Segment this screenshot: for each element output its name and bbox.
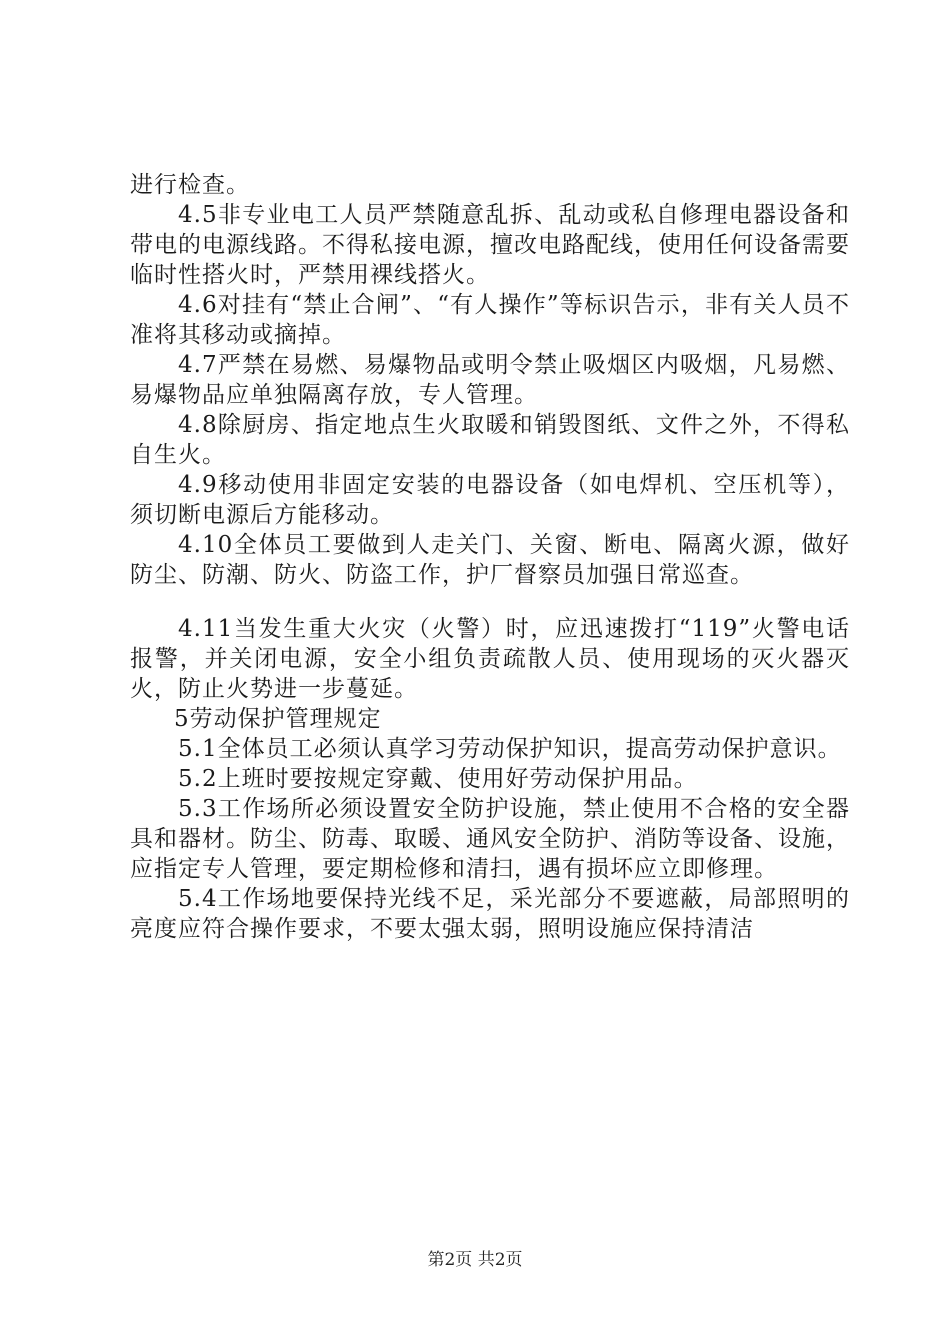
document-body: [130, 170, 850, 944]
paragraph-continuation: 进行检查。: [130, 172, 250, 198]
paragraph-4-5: 4.5非专业电工人员严禁随意乱拆、乱动或私自修理电器设备和带电的电源线路。不得私接电源，擅改电路配线，使用任何设备需要临时性搭火时，严禁用裸线搭火。: [130, 202, 850, 288]
paragraph-4-11: 4.11当发生重大火灾（火警）时，应迅速拨打“119”火警电话报警，并关闭电源，安全小组负责疏散人员、使用现场的灭火器灭火，防止火势进一步蔓延。: [130, 616, 850, 702]
section-heading-5: 5劳动保护管理规定: [174, 706, 382, 732]
paragraph-4-10: 4.10全体员工要做到人走关门、关窗、断电、隔离火源，做好防尘、防潮、防火、防盗工作，护厂督察员加强日常巡查。: [130, 532, 850, 588]
paragraph-5-2: 5.2上班时要按规定穿戴、使用好劳动保护用品。: [178, 766, 698, 792]
paragraph-5-1: 5.1全体员工必须认真学习劳动保护知识，提高劳动保护意识。: [178, 736, 842, 762]
paragraph-4-8: 4.8除厨房、指定地点生火取暖和销毁图纸、文件之外，不得私自生火。: [130, 412, 850, 468]
paragraph-5-4: 5.4工作场地要保持光线不足，采光部分不要遮蔽，局部照明的亮度应符合操作要求，不要太强太弱，照明设施应保持清洁: [130, 886, 850, 942]
paragraph-5-3: 5.3工作场所必须设置安全防护设施，禁止使用不合格的安全器具和器材。防尘、防毒、取暖、通风安全防护、消防等设备、设施，应指定专人管理，要定期检修和清扫，遇有损坏应立即修理。: [130, 796, 850, 882]
paragraph-4-9: 4.9移动使用非固定安装的电器设备（如电焊机、空压机等），须切断电源后方能移动。: [130, 472, 850, 528]
paragraph-4-6: 4.6对挂有“禁止合闸”、“有人操作”等标识告示，非有关人员不准将其移动或摘掉。: [130, 292, 850, 348]
page-footer: 第2页 共2页: [427, 1250, 523, 1270]
paragraph-4-7: 4.7严禁在易燃、易爆物品或明令禁止吸烟区内吸烟，凡易燃、易爆物品应单独隔离存放，专人管理。: [130, 352, 850, 408]
